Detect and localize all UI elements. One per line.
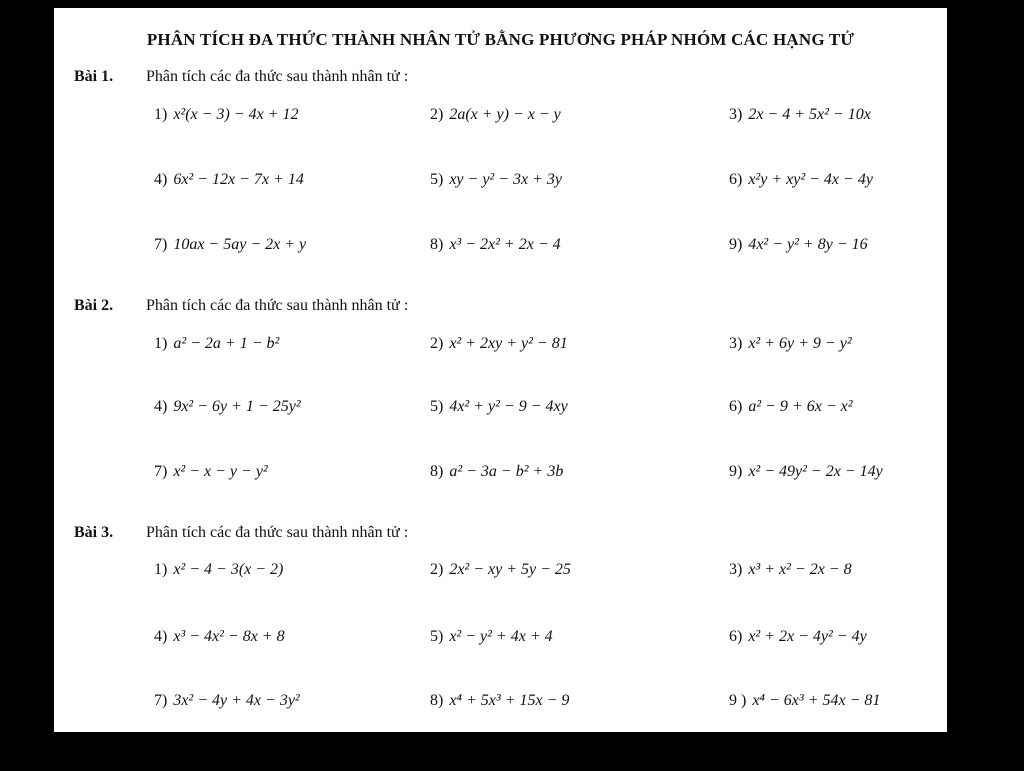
expression: 9x² − 6y + 1 − 25y² [173, 398, 301, 415]
section-3-label: Bài 3. [74, 524, 114, 541]
exercise-3-6: 6) x² + 2x − 4y² − 4y [729, 628, 867, 645]
section-1-instruction: Phân tích các đa thức sau thành nhân tử : [146, 68, 409, 85]
expression: 2x² − xy + 5y − 25 [449, 561, 571, 578]
expression: a² − 9 + 6x − x² [748, 398, 853, 415]
expression: x² + 2x − 4y² − 4y [748, 628, 867, 645]
worksheet-page [54, 8, 947, 732]
expression: 4x² − y² + 8y − 16 [748, 236, 868, 253]
section-1-label: Bài 1. [74, 68, 114, 85]
exercise-2-5: 5) 4x² + y² − 9 − 4xy [430, 398, 568, 415]
exercise-2-3: 3) x² + 6y + 9 − y² [729, 335, 852, 352]
expression: 4x² + y² − 9 − 4xy [449, 398, 568, 415]
exercise-2-8: 8) a² − 3a − b² + 3b [430, 463, 564, 480]
exercise-3-3: 3) x³ + x² − 2x − 8 [729, 561, 852, 578]
exercise-1-4: 4) 6x² − 12x − 7x + 14 [154, 171, 304, 188]
expression: xy − y² − 3x + 3y [449, 171, 563, 188]
expression: x³ − 4x² − 8x + 8 [173, 628, 285, 645]
exercise-1-1: 1) x²(x − 3) − 4x + 12 [154, 106, 299, 123]
exercise-3-1: 1) x² − 4 − 3(x − 2) [154, 561, 284, 578]
expression: a² − 3a − b² + 3b [449, 463, 564, 480]
expression: 2a(x + y) − x − y [449, 106, 561, 123]
expression: 3x² − 4y + 4x − 3y² [173, 692, 300, 709]
exercise-1-9: 9) 4x² − y² + 8y − 16 [729, 236, 868, 253]
expression: x⁴ − 6x³ + 54x − 81 [752, 692, 881, 709]
exercise-1-2: 2) 2a(x + y) − x − y [430, 106, 561, 123]
exercise-3-7: 7) 3x² − 4y + 4x − 3y² [154, 692, 300, 709]
expression: 10ax − 5ay − 2x + y [173, 236, 307, 253]
section-3-instruction: Phân tích các đa thức sau thành nhân tử : [146, 524, 409, 541]
exercise-2-6: 6) a² − 9 + 6x − x² [729, 398, 853, 415]
exercise-1-8: 8) x³ − 2x² + 2x − 4 [430, 236, 561, 253]
expression: a² − 2a + 1 − b² [173, 335, 280, 352]
expression: x² − 49y² − 2x − 14y [748, 463, 883, 480]
exercise-2-7: 7) x² − x − y − y² [154, 463, 268, 480]
expression: x² − y² + 4x + 4 [449, 628, 553, 645]
exercise-2-9: 9) x² − 49y² − 2x − 14y [729, 463, 883, 480]
exercise-2-2: 2) x² + 2xy + y² − 81 [430, 335, 568, 352]
exercise-3-4: 4) x³ − 4x² − 8x + 8 [154, 628, 285, 645]
section-2-label: Bài 2. [74, 297, 114, 314]
expression: x² − 4 − 3(x − 2) [173, 561, 284, 578]
section-1-heading [74, 68, 408, 86]
exercise-1-5: 5) xy − y² − 3x + 3y [430, 171, 563, 188]
expression: x⁴ + 5x³ + 15x − 9 [449, 692, 570, 709]
expression: x² − x − y − y² [173, 463, 268, 480]
exercise-1-6: 6) x²y + xy² − 4x − 4y [729, 171, 873, 188]
exercise-1-3: 3) 2x − 4 + 5x² − 10x [729, 106, 871, 123]
expression: x²(x − 3) − 4x + 12 [173, 106, 299, 123]
exercise-2-1: 1) a² − 2a + 1 − b² [154, 335, 280, 352]
worksheet-title: PHÂN TÍCH ĐA THỨC THÀNH NHÂN TỬ BẰNG PHƯƠNG PHÁP NHÓM CÁC HẠNG TỬ [146, 30, 855, 49]
expression: 6x² − 12x − 7x + 14 [173, 171, 304, 188]
section-3-heading [74, 524, 408, 542]
expression: x³ − 2x² + 2x − 4 [449, 236, 561, 253]
expression: 2x − 4 + 5x² − 10x [748, 106, 871, 123]
exercise-3-2: 2) 2x² − xy + 5y − 25 [430, 561, 571, 578]
section-2-instruction: Phân tích các đa thức sau thành nhân tử : [146, 297, 409, 314]
expression: x² + 6y + 9 − y² [748, 335, 852, 352]
section-2-heading [74, 297, 408, 315]
expression: x² + 2xy + y² − 81 [449, 335, 568, 352]
expression: x³ + x² − 2x − 8 [748, 561, 852, 578]
exercise-3-5: 5) x² − y² + 4x + 4 [430, 628, 553, 645]
expression: x²y + xy² − 4x − 4y [748, 171, 873, 188]
exercise-3-8: 8) x⁴ + 5x³ + 15x − 9 [430, 692, 570, 709]
exercise-1-7: 7) 10ax − 5ay − 2x + y [154, 236, 307, 253]
exercise-2-4: 4) 9x² − 6y + 1 − 25y² [154, 398, 301, 415]
exercise-3-9: 9 ) x⁴ − 6x³ + 54x − 81 [729, 692, 881, 709]
